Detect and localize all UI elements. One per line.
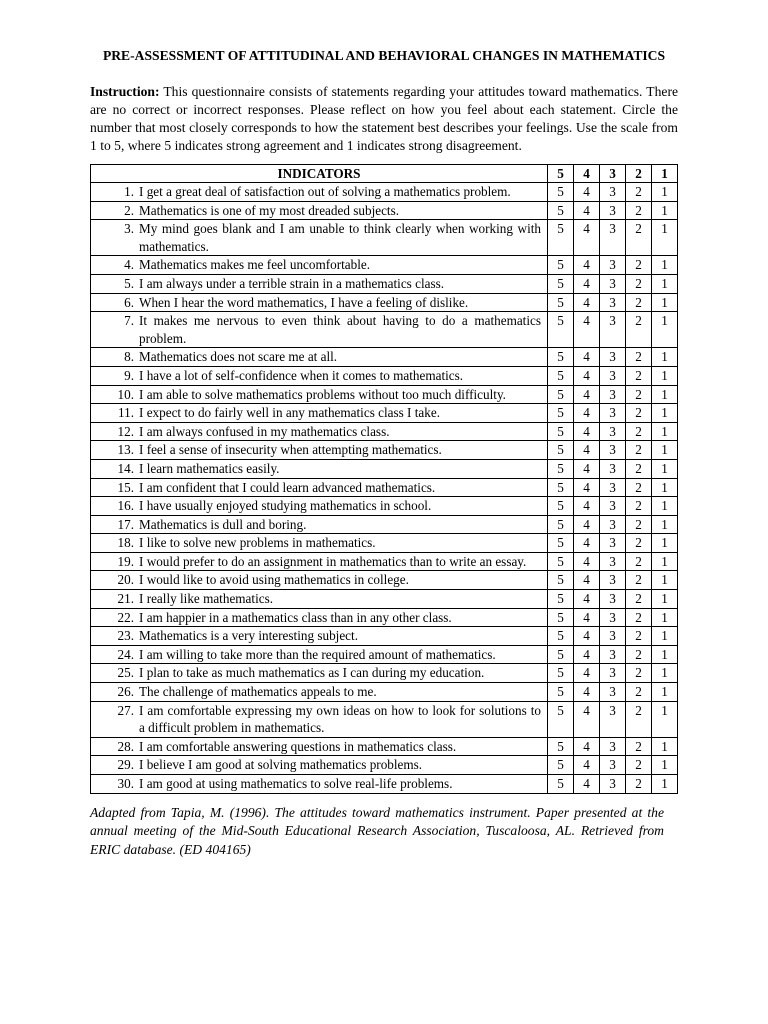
item-number: 27. (117, 702, 134, 718)
rating-option-4[interactable]: 4 (574, 201, 600, 220)
item-number: 20. (117, 572, 134, 588)
item-number: 24. (117, 646, 134, 662)
rating-option-1[interactable]: 1 (652, 701, 678, 737)
item-number: 13. (117, 442, 134, 458)
rating-option-1[interactable]: 1 (652, 220, 678, 256)
rating-option-5[interactable]: 5 (548, 701, 574, 737)
item-statement: Mathematics makes me feel uncomfortable. (139, 257, 371, 273)
indicator-cell (91, 201, 548, 220)
indicator-cell (91, 590, 548, 609)
item-number: 12. (117, 423, 134, 439)
indicator-cell (91, 701, 548, 737)
rating-option-5[interactable]: 5 (548, 683, 574, 702)
rating-option-3[interactable]: 3 (600, 515, 626, 534)
rating-option-2[interactable]: 2 (626, 385, 652, 404)
rating-option-1[interactable]: 1 (652, 645, 678, 664)
item-statement: Mathematics is dull and boring. (139, 516, 307, 532)
scale-header-5: 5 (548, 165, 574, 183)
item-statement: I feel a sense of insecurity when attempting mathematics. (139, 442, 442, 458)
rating-option-4[interactable]: 4 (574, 664, 600, 683)
indicator-cell (91, 497, 548, 516)
item-statement: I learn mathematics easily. (139, 460, 280, 476)
rating-option-4[interactable]: 4 (574, 293, 600, 312)
rating-option-3[interactable]: 3 (600, 571, 626, 590)
table-row (91, 645, 678, 664)
rating-option-3[interactable]: 3 (600, 220, 626, 256)
rating-option-4[interactable]: 4 (574, 683, 600, 702)
rating-option-1[interactable]: 1 (652, 737, 678, 756)
item-number: 30. (117, 776, 134, 791)
table-row (91, 608, 678, 627)
item-statement: I am good at using mathematics to solve real-life problems. (139, 776, 453, 791)
rating-option-4[interactable]: 4 (574, 571, 600, 590)
table-row (91, 348, 678, 367)
rating-option-5[interactable]: 5 (548, 256, 574, 275)
item-statement: I really like mathematics. (139, 591, 274, 607)
table-row (91, 256, 678, 275)
rating-option-5[interactable]: 5 (548, 775, 574, 794)
document-page (90, 0, 678, 859)
rating-option-4[interactable]: 4 (574, 220, 600, 256)
rating-option-4[interactable]: 4 (574, 274, 600, 293)
rating-option-5[interactable]: 5 (548, 608, 574, 627)
item-number: 29. (117, 757, 134, 773)
item-number: 14. (117, 460, 134, 476)
rating-option-5[interactable]: 5 (548, 274, 574, 293)
rating-option-5[interactable]: 5 (548, 571, 574, 590)
table-row (91, 571, 678, 590)
rating-option-5[interactable]: 5 (548, 497, 574, 516)
item-statement: I plan to take as much mathematics as I can during my education. (139, 665, 485, 681)
rating-option-2[interactable]: 2 (626, 571, 652, 590)
rating-option-2[interactable]: 2 (626, 220, 652, 256)
rating-option-1[interactable]: 1 (652, 366, 678, 385)
item-number: 23. (117, 628, 134, 644)
item-statement: Mathematics is one of my most dreaded subjects. (139, 202, 400, 218)
table-row (91, 497, 678, 516)
table-row (91, 478, 678, 497)
rating-option-3[interactable]: 3 (600, 590, 626, 609)
rating-option-2[interactable]: 2 (626, 183, 652, 202)
rating-option-4[interactable]: 4 (574, 256, 600, 275)
table-row (91, 701, 678, 737)
rating-option-1[interactable]: 1 (652, 459, 678, 478)
rating-option-1[interactable]: 1 (652, 608, 678, 627)
rating-option-3[interactable]: 3 (600, 312, 626, 348)
table-row (91, 664, 678, 683)
table-row (91, 441, 678, 460)
rating-option-5[interactable]: 5 (548, 478, 574, 497)
item-statement: Mathematics does not scare me at all. (139, 349, 338, 365)
rating-option-4[interactable]: 4 (574, 348, 600, 367)
rating-option-4[interactable]: 4 (574, 608, 600, 627)
rating-option-4[interactable]: 4 (574, 627, 600, 646)
indicator-cell (91, 459, 548, 478)
table-row (91, 590, 678, 609)
rating-option-4[interactable]: 4 (574, 737, 600, 756)
rating-option-2[interactable]: 2 (626, 683, 652, 702)
rating-option-3[interactable]: 3 (600, 552, 626, 571)
item-statement: I like to solve new problems in mathematics. (139, 535, 376, 551)
rating-option-1[interactable]: 1 (652, 422, 678, 441)
rating-option-1[interactable]: 1 (652, 590, 678, 609)
rating-option-2[interactable]: 2 (626, 422, 652, 441)
rating-option-3[interactable]: 3 (600, 683, 626, 702)
indicator-cell (91, 645, 548, 664)
table-row (91, 220, 678, 256)
table-row (91, 459, 678, 478)
rating-option-2[interactable]: 2 (626, 627, 652, 646)
item-statement: I am confident that I could learn advanced mathematics. (139, 479, 436, 495)
rating-option-4[interactable]: 4 (574, 404, 600, 423)
indicator-cell (91, 608, 548, 627)
page-title: PRE-ASSESSMENT OF ATTITUDINAL AND BEHAVIORAL CHANGES IN MATHEMATICS (102, 48, 666, 63)
rating-option-2[interactable]: 2 (626, 441, 652, 460)
table-header-row (91, 165, 678, 183)
item-statement: I believe I am good at solving mathematics problems. (139, 757, 423, 773)
rating-option-1[interactable]: 1 (652, 571, 678, 590)
rating-option-4[interactable]: 4 (574, 497, 600, 516)
rating-option-3[interactable]: 3 (600, 385, 626, 404)
item-statement: I am always confused in my mathematics class. (139, 423, 390, 439)
rating-option-4[interactable]: 4 (574, 775, 600, 794)
scale-header-4: 4 (574, 165, 600, 183)
item-statement: I am happier in a mathematics class than in any other class. (139, 609, 452, 625)
rating-option-4[interactable]: 4 (574, 701, 600, 737)
rating-option-5[interactable]: 5 (548, 312, 574, 348)
item-number: 1. (124, 184, 134, 199)
item-statement: I would like to avoid using mathematics in college. (139, 572, 409, 588)
rating-option-4[interactable]: 4 (574, 756, 600, 775)
rating-option-5[interactable]: 5 (548, 201, 574, 220)
rating-option-3[interactable]: 3 (600, 737, 626, 756)
rating-option-2[interactable]: 2 (626, 366, 652, 385)
rating-option-1[interactable]: 1 (652, 385, 678, 404)
indicator-cell (91, 256, 548, 275)
table-row (91, 183, 678, 202)
rating-option-4[interactable]: 4 (574, 534, 600, 553)
rating-option-2[interactable]: 2 (626, 404, 652, 423)
indicator-cell (91, 534, 548, 553)
table-body (91, 183, 678, 794)
item-statement: The challenge of mathematics appeals to me. (139, 684, 377, 700)
rating-option-4[interactable]: 4 (574, 459, 600, 478)
item-statement: I would prefer to do an assignment in mathematics than to write an essay. (139, 553, 527, 569)
indicator-cell (91, 312, 548, 348)
indicator-cell (91, 775, 548, 794)
rating-option-2[interactable]: 2 (626, 293, 652, 312)
item-number: 15. (117, 479, 134, 495)
indicator-cell (91, 478, 548, 497)
rating-option-2[interactable]: 2 (626, 608, 652, 627)
item-number: 10. (117, 386, 134, 402)
rating-option-1[interactable]: 1 (652, 274, 678, 293)
indicator-cell (91, 220, 548, 256)
instruction-label: Instruction: (90, 84, 160, 99)
indicator-cell (91, 552, 548, 571)
rating-option-2[interactable]: 2 (626, 737, 652, 756)
rating-option-4[interactable]: 4 (574, 441, 600, 460)
item-number: 22. (117, 609, 134, 625)
rating-option-2[interactable]: 2 (626, 256, 652, 275)
rating-option-4[interactable]: 4 (574, 590, 600, 609)
rating-option-4[interactable]: 4 (574, 385, 600, 404)
rating-option-3[interactable]: 3 (600, 183, 626, 202)
table-row (91, 534, 678, 553)
rating-option-3[interactable]: 3 (600, 422, 626, 441)
item-statement: I have usually enjoyed studying mathematics in school. (139, 498, 432, 514)
rating-option-2[interactable]: 2 (626, 552, 652, 571)
table-row (91, 422, 678, 441)
indicator-cell (91, 183, 548, 202)
indicator-cell (91, 274, 548, 293)
item-number: 3. (124, 221, 134, 237)
table-row (91, 201, 678, 220)
indicator-cell (91, 571, 548, 590)
rating-option-1[interactable]: 1 (652, 256, 678, 275)
rating-option-5[interactable]: 5 (548, 220, 574, 256)
rating-option-3[interactable]: 3 (600, 645, 626, 664)
table-row (91, 312, 678, 348)
rating-option-2[interactable]: 2 (626, 534, 652, 553)
table-row (91, 404, 678, 423)
indicator-cell (91, 441, 548, 460)
rating-option-2[interactable]: 2 (626, 664, 652, 683)
rating-option-5[interactable]: 5 (548, 441, 574, 460)
item-number: 8. (124, 349, 134, 365)
rating-option-3[interactable]: 3 (600, 293, 626, 312)
item-statement: My mind goes blank and I am unable to think clearly when working with mathematics. (139, 221, 541, 254)
table-row (91, 385, 678, 404)
rating-option-1[interactable]: 1 (652, 441, 678, 460)
table-row (91, 775, 678, 794)
instruction-text: This questionnaire consists of statements regarding your attitudes toward mathematics. There are no correct or incorrect responses. Please reflect on how you feel about each statement. Circle the number that most closely corresponds to how the statement best describes your feelings. Use the scale from 1 to 5, where 5 indicates strong agreement and 1 indicates strong disagreement. (90, 84, 678, 153)
item-number: 6. (124, 294, 134, 310)
item-number: 19. (117, 553, 134, 569)
rating-option-2[interactable]: 2 (626, 497, 652, 516)
table-row (91, 737, 678, 756)
item-number: 5. (124, 275, 134, 291)
rating-option-5[interactable]: 5 (548, 627, 574, 646)
indicator-cell (91, 293, 548, 312)
rating-option-1[interactable]: 1 (652, 552, 678, 571)
rating-option-5[interactable]: 5 (548, 664, 574, 683)
rating-option-2[interactable]: 2 (626, 590, 652, 609)
indicator-cell (91, 683, 548, 702)
rating-option-4[interactable]: 4 (574, 183, 600, 202)
indicator-cell (91, 756, 548, 775)
rating-option-2[interactable]: 2 (626, 274, 652, 293)
table-row (91, 756, 678, 775)
rating-option-5[interactable]: 5 (548, 459, 574, 478)
rating-option-2[interactable]: 2 (626, 645, 652, 664)
item-number: 7. (124, 313, 134, 329)
indicator-cell (91, 385, 548, 404)
item-number: 17. (117, 516, 134, 532)
rating-option-3[interactable]: 3 (600, 256, 626, 275)
rating-option-5[interactable]: 5 (548, 293, 574, 312)
rating-option-2[interactable]: 2 (626, 459, 652, 478)
item-number: 9. (124, 367, 134, 383)
rating-option-2[interactable]: 2 (626, 775, 652, 794)
rating-option-1[interactable]: 1 (652, 664, 678, 683)
rating-option-5[interactable]: 5 (548, 404, 574, 423)
indicator-cell (91, 737, 548, 756)
rating-option-3[interactable]: 3 (600, 775, 626, 794)
rating-option-3[interactable]: 3 (600, 756, 626, 775)
rating-option-5[interactable]: 5 (548, 737, 574, 756)
scale-header-1: 1 (652, 165, 678, 183)
rating-option-5[interactable]: 5 (548, 183, 574, 202)
indicator-cell (91, 366, 548, 385)
indicators-header: INDICATORS (91, 165, 548, 183)
rating-option-3[interactable]: 3 (600, 201, 626, 220)
rating-option-3[interactable]: 3 (600, 497, 626, 516)
rating-option-3[interactable]: 3 (600, 664, 626, 683)
item-statement: I am willing to take more than the required amount of mathematics. (139, 646, 496, 662)
rating-option-4[interactable]: 4 (574, 312, 600, 348)
rating-option-1[interactable]: 1 (652, 183, 678, 202)
rating-option-2[interactable]: 2 (626, 515, 652, 534)
table-row (91, 293, 678, 312)
item-statement: Mathematics is a very interesting subject. (139, 628, 358, 644)
scale-header-2: 2 (626, 165, 652, 183)
rating-option-5[interactable]: 5 (548, 645, 574, 664)
rating-option-1[interactable]: 1 (652, 627, 678, 646)
item-number: 28. (117, 738, 134, 754)
questionnaire-table (90, 164, 678, 794)
item-statement: When I hear the word mathematics, I have a feeling of dislike. (139, 294, 469, 310)
rating-option-3[interactable]: 3 (600, 627, 626, 646)
rating-option-1[interactable]: 1 (652, 515, 678, 534)
rating-option-1[interactable]: 1 (652, 312, 678, 348)
rating-option-1[interactable]: 1 (652, 404, 678, 423)
rating-option-2[interactable]: 2 (626, 201, 652, 220)
rating-option-1[interactable]: 1 (652, 293, 678, 312)
rating-option-5[interactable]: 5 (548, 366, 574, 385)
rating-option-3[interactable]: 3 (600, 608, 626, 627)
table-row (91, 515, 678, 534)
item-number: 26. (117, 684, 134, 700)
item-number: 16. (117, 498, 134, 514)
rating-option-1[interactable]: 1 (652, 201, 678, 220)
rating-option-4[interactable]: 4 (574, 515, 600, 534)
rating-option-2[interactable]: 2 (626, 348, 652, 367)
rating-option-5[interactable]: 5 (548, 422, 574, 441)
table-row (91, 274, 678, 293)
item-statement: I am comfortable answering questions in mathematics class. (139, 738, 457, 754)
rating-option-1[interactable]: 1 (652, 756, 678, 775)
indicator-cell (91, 404, 548, 423)
rating-option-2[interactable]: 2 (626, 312, 652, 348)
indicator-cell (91, 627, 548, 646)
rating-option-5[interactable]: 5 (548, 756, 574, 775)
rating-option-4[interactable]: 4 (574, 552, 600, 571)
item-statement: I am comfortable expressing my own ideas on how to look for solutions to a difficult problem in mathematics. (139, 702, 541, 736)
rating-option-3[interactable]: 3 (600, 366, 626, 385)
item-number: 4. (124, 257, 134, 273)
rating-option-4[interactable]: 4 (574, 478, 600, 497)
indicator-cell (91, 515, 548, 534)
indicator-cell (91, 348, 548, 367)
rating-option-4[interactable]: 4 (574, 422, 600, 441)
rating-option-5[interactable]: 5 (548, 534, 574, 553)
rating-option-3[interactable]: 3 (600, 701, 626, 737)
rating-option-1[interactable]: 1 (652, 348, 678, 367)
table-row (91, 627, 678, 646)
rating-option-3[interactable]: 3 (600, 348, 626, 367)
item-number: 2. (124, 202, 134, 218)
rating-option-3[interactable]: 3 (600, 478, 626, 497)
rating-option-5[interactable]: 5 (548, 515, 574, 534)
rating-option-4[interactable]: 4 (574, 645, 600, 664)
rating-option-5[interactable]: 5 (548, 590, 574, 609)
rating-option-3[interactable]: 3 (600, 404, 626, 423)
item-number: 18. (117, 535, 134, 551)
citation-note: Adapted from Tapia, M. (1996). The attitudes toward mathematics instrument. Paper presented at the annual meeting of the Mid-South Educational Research Association, Tuscaloosa, AL. Retrieved from ERIC database. (ED 404165) (90, 804, 664, 857)
indicator-cell (91, 664, 548, 683)
item-number: 25. (117, 665, 134, 681)
instruction-paragraph (90, 83, 678, 155)
table-row (91, 552, 678, 571)
rating-option-2[interactable]: 2 (626, 478, 652, 497)
rating-option-2[interactable]: 2 (626, 701, 652, 737)
table-row (91, 683, 678, 702)
rating-option-3[interactable]: 3 (600, 534, 626, 553)
rating-option-2[interactable]: 2 (626, 756, 652, 775)
item-number: 21. (117, 591, 134, 607)
indicator-cell (91, 422, 548, 441)
item-statement: I get a great deal of satisfaction out of solving a mathematics problem. (139, 184, 511, 199)
scale-header-3: 3 (600, 165, 626, 183)
rating-option-1[interactable]: 1 (652, 478, 678, 497)
rating-option-1[interactable]: 1 (652, 775, 678, 794)
item-statement: It makes me nervous to even think about having to do a mathematics problem. (139, 313, 541, 346)
rating-option-5[interactable]: 5 (548, 348, 574, 367)
item-statement: I am always under a terrible strain in a mathematics class. (139, 275, 445, 291)
rating-option-1[interactable]: 1 (652, 683, 678, 702)
item-statement: I have a lot of self-confidence when it comes to mathematics. (139, 367, 464, 383)
rating-option-3[interactable]: 3 (600, 441, 626, 460)
item-statement: I am able to solve mathematics problems without too much difficulty. (139, 386, 506, 402)
rating-option-3[interactable]: 3 (600, 459, 626, 478)
rating-option-3[interactable]: 3 (600, 274, 626, 293)
table-row (91, 366, 678, 385)
rating-option-5[interactable]: 5 (548, 552, 574, 571)
rating-option-1[interactable]: 1 (652, 534, 678, 553)
item-statement: I expect to do fairly well in any mathematics class I take. (139, 405, 441, 421)
item-number: 11. (118, 405, 134, 421)
rating-option-5[interactable]: 5 (548, 385, 574, 404)
rating-option-1[interactable]: 1 (652, 497, 678, 516)
rating-option-4[interactable]: 4 (574, 366, 600, 385)
